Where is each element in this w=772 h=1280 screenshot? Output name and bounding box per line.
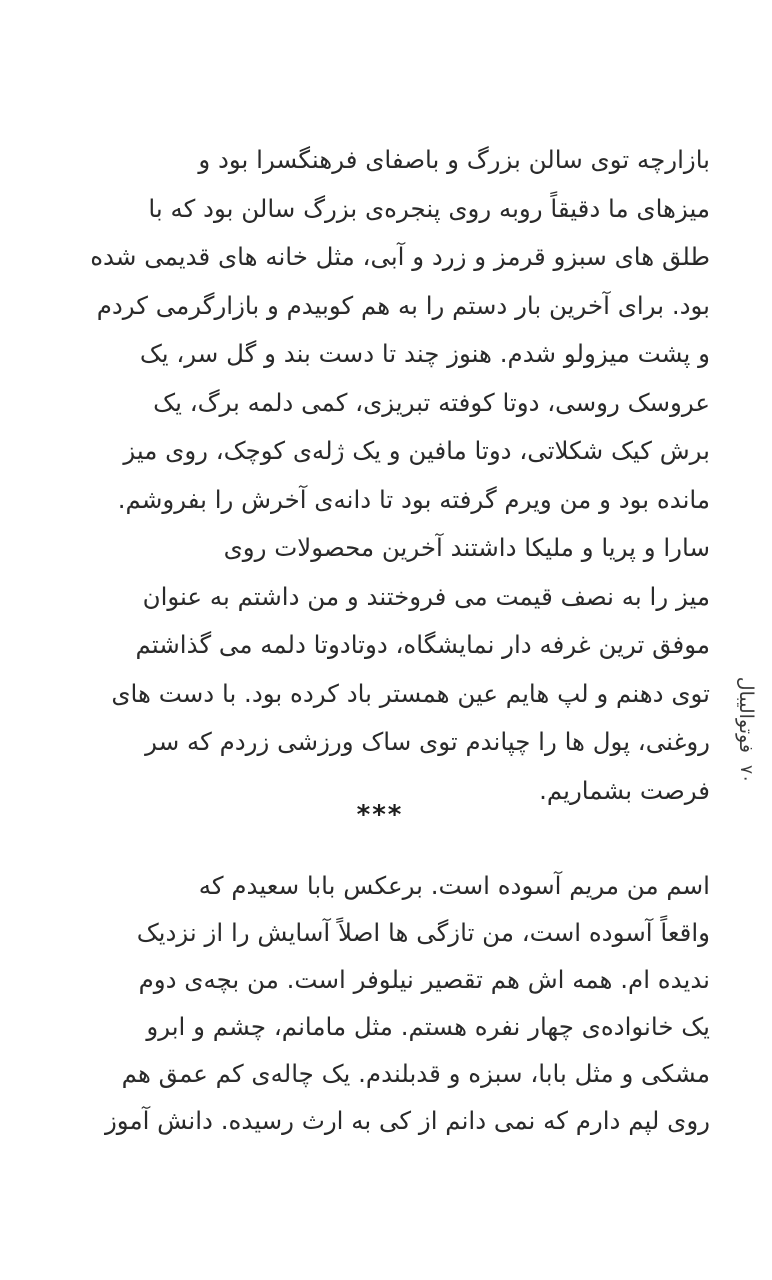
text-line: سارا و پریا و ملیکا داشتند آخرین محصولات روی xyxy=(223,533,710,562)
text-line: میزهای ما دقیقاً روبه روی پنجره‌ی بزرگ سالن بود که با xyxy=(148,193,710,223)
text-line: روی لپم دارم که نمی دانم از کی به ارث رسیده. دانش آموز xyxy=(104,1106,710,1135)
text-line: عروسک روسی، دوتا کوفته تبریزی، کمی دلمه برگ، یک xyxy=(153,387,710,417)
text-line: مشکی و مثل بابا، سبزه و قدبلندم. یک چاله‌ی کم عمق هم xyxy=(121,1059,710,1088)
text-line: واقعاً آسوده است، من تازگی ها اصلاً آسایش را از نزدیک xyxy=(136,918,710,947)
text-line: مانده بود و من ویرم گرفته بود تا دانه‌ی آخرش را بفروشم. xyxy=(117,484,710,514)
text-line: اسم من مریم آسوده است. برعکس بابا سعیدم که xyxy=(198,871,710,900)
text-line: و پشت میزولو شدم. هنوز چند تا دست بند و گل سر، یک xyxy=(139,339,710,368)
paragraph-section-2 xyxy=(50,862,710,1144)
text-line: بود. برای آخرین بار دستم را به هم کوبیدم و بازارگرمی کردم xyxy=(96,290,710,320)
text-line: موفق ترین غرفه دار نمایشگاه، دوتادوتا دلمه می گذاشتم xyxy=(135,630,710,659)
text-line: فرصت بشماریم. xyxy=(539,775,710,805)
text-line: توی دهنم و لپ هایم عین همستر باد کرده بود. با دست های xyxy=(111,678,710,708)
text-line: روغنی، پول ها را چپاندم توی ساک ورزشی زردم که سر xyxy=(145,727,710,756)
book-title: فوتوالیبال xyxy=(735,676,757,753)
paragraph-section-1 xyxy=(50,136,710,815)
text-line: ندیده ام. همه اش هم تقصیر نیلوفر است. من بچه‌ی دوم xyxy=(138,965,710,994)
running-header xyxy=(716,660,772,800)
text-line: یک خانواده‌ی چهار نفره هستم. مثل مامانم، چشم و ابرو xyxy=(146,1012,710,1041)
page-number: ۷۰ xyxy=(736,764,756,784)
text-line: بازارچه توی سالن بزرگ و باصفای فرهنگسرا بود و xyxy=(198,145,710,174)
section-separator: *** xyxy=(356,800,404,830)
text-line: میز را به نصف قیمت می فروختند و من داشتم به عنوان xyxy=(142,581,710,611)
text-line: طلق های سبزو قرمز و زرد و آبی، مثل خانه های قدیمی شده xyxy=(90,242,710,271)
text-line: برش کیک شکلاتی، دوتا مافین و یک ژله‌ی کوچک، روی میز xyxy=(123,436,710,465)
